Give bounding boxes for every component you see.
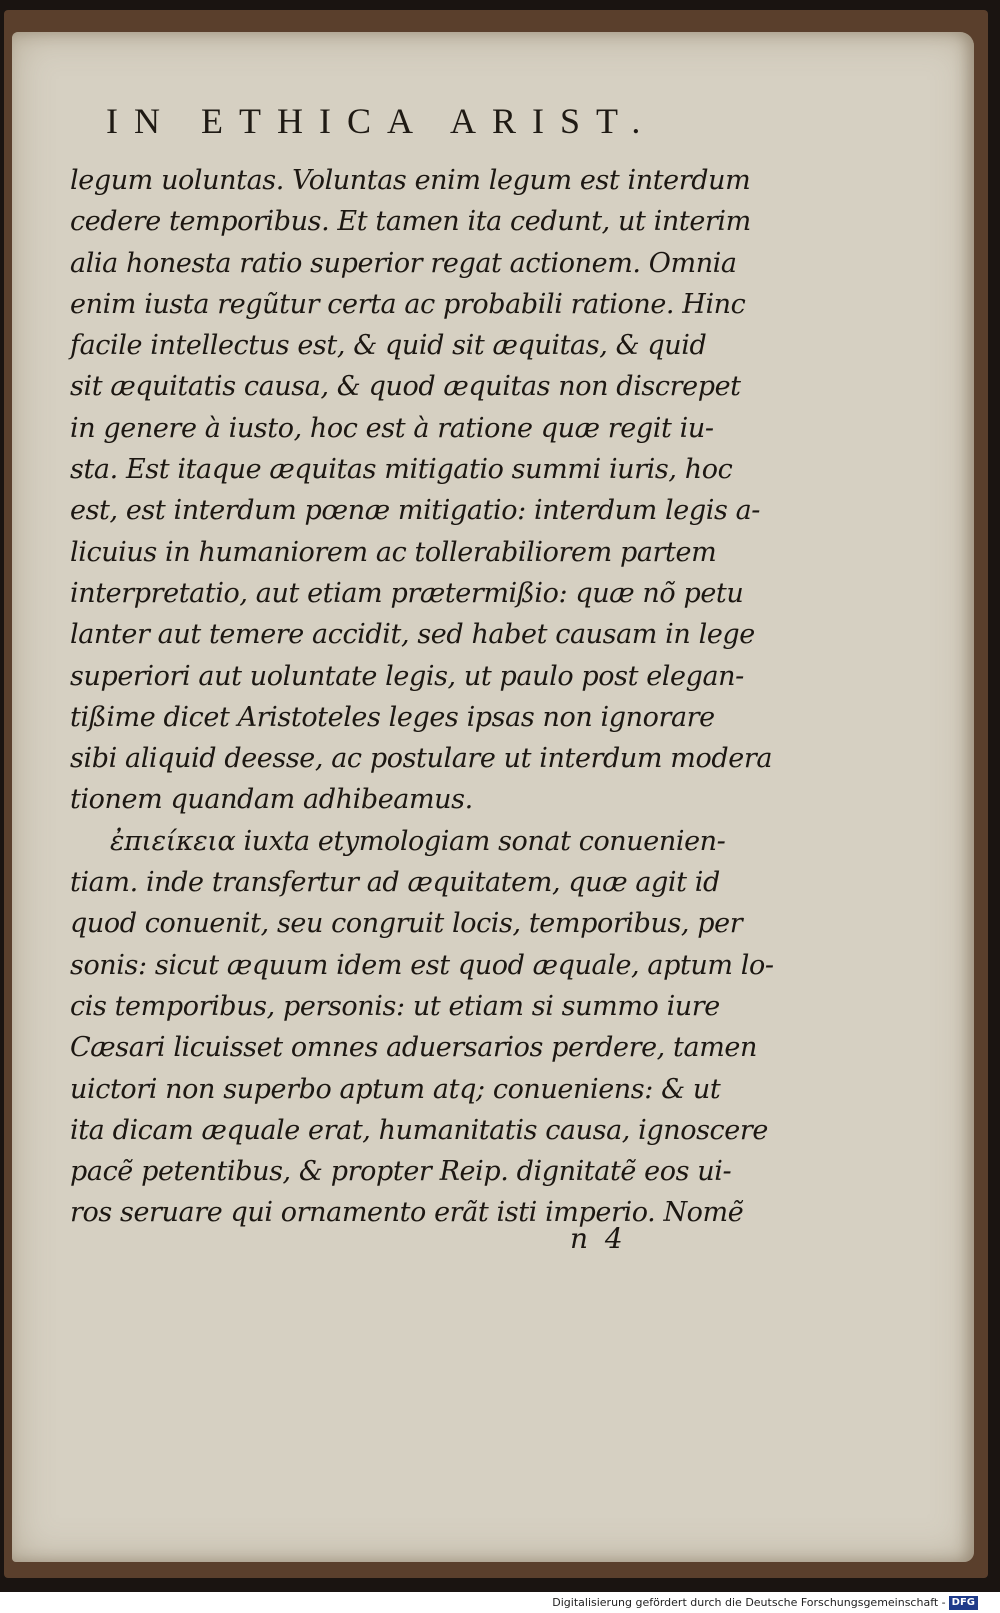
text-line: quod conuenit, seu congruit locis, temporibus, per: [70, 908, 743, 940]
text-line: alia honesta ratio superior regat actionem. Omnia: [70, 247, 737, 279]
signature-mark: n 4: [570, 1222, 627, 1255]
running-head: IN ETHICA ARIST.: [106, 101, 657, 141]
footer-text: Digitalisierung gefördert durch die Deutsche Forschungsgemeinschaft -: [552, 1596, 946, 1609]
text-line: tißime dicet Aristoteles leges ipsas non ignorare: [70, 701, 715, 733]
text-line: ros seruare qui ornamento erãt isti imperio. Nomẽ: [70, 1197, 744, 1229]
text-line: est, est interdum pœnæ mitigatio: interdum legis a-: [70, 495, 760, 527]
text-line: facile intellectus est, & quid sit æquitas, & quid: [70, 330, 707, 362]
text-line: sibi aliquid deesse, ac postulare ut interdum modera: [70, 743, 773, 775]
text-line: uictori non superbo aptum atq; conueniens: & ut: [70, 1073, 721, 1105]
dfg-logo: DFG: [949, 1596, 978, 1610]
text-line: cis temporibus, personis: ut etiam si summo iure: [70, 990, 720, 1022]
text-line: in genere à iusto, hoc est à ratione quæ regit iu-: [70, 412, 714, 444]
text-line: sonis: sicut æquum idem est quod æquale, aptum lo-: [70, 949, 774, 981]
text-line: superiori aut uoluntate legis, ut paulo post elegan-: [70, 660, 744, 692]
text-line: enim iusta regũtur certa ac probabili ratione. Hinc: [70, 288, 746, 320]
text-line: sit æquitatis causa, & quod æquitas non discrepet: [70, 371, 741, 403]
text-line: tiam. inde transfertur ad æquitatem, quæ agit id: [70, 867, 720, 899]
text-line: legum uoluntas. Voluntas enim legum est interdum: [70, 165, 751, 196]
text-line: licuius in humaniorem ac tollerabiliorem partem: [70, 536, 717, 568]
text-line: ita dicam æquale erat, humanitatis causa, ignoscere: [70, 1114, 768, 1146]
footer-credit: [552, 1592, 978, 1613]
body-text: [70, 160, 774, 1234]
text-line: ἐπιείκεια iuxta etymologiam sonat conuenien-: [110, 825, 726, 857]
text-line: pacẽ petentibus, & propter Reip. dignitatẽ eos ui-: [70, 1156, 732, 1188]
text-line: tionem quandam adhibeamus.: [70, 784, 473, 816]
text-line: Cæsari licuisset omnes aduersarios perdere, tamen: [70, 1032, 757, 1064]
text-line: sta. Est itaque æquitas mitigatio summi iuris, hoc: [70, 454, 733, 486]
text-line: cedere temporibus. Et tamen ita cedunt, ut interim: [70, 206, 751, 238]
text-line: interpretatio, aut etiam prætermißio: quæ nõ petu: [70, 577, 744, 609]
text-line: lanter aut temere accidit, sed habet causam in lege: [70, 619, 755, 651]
